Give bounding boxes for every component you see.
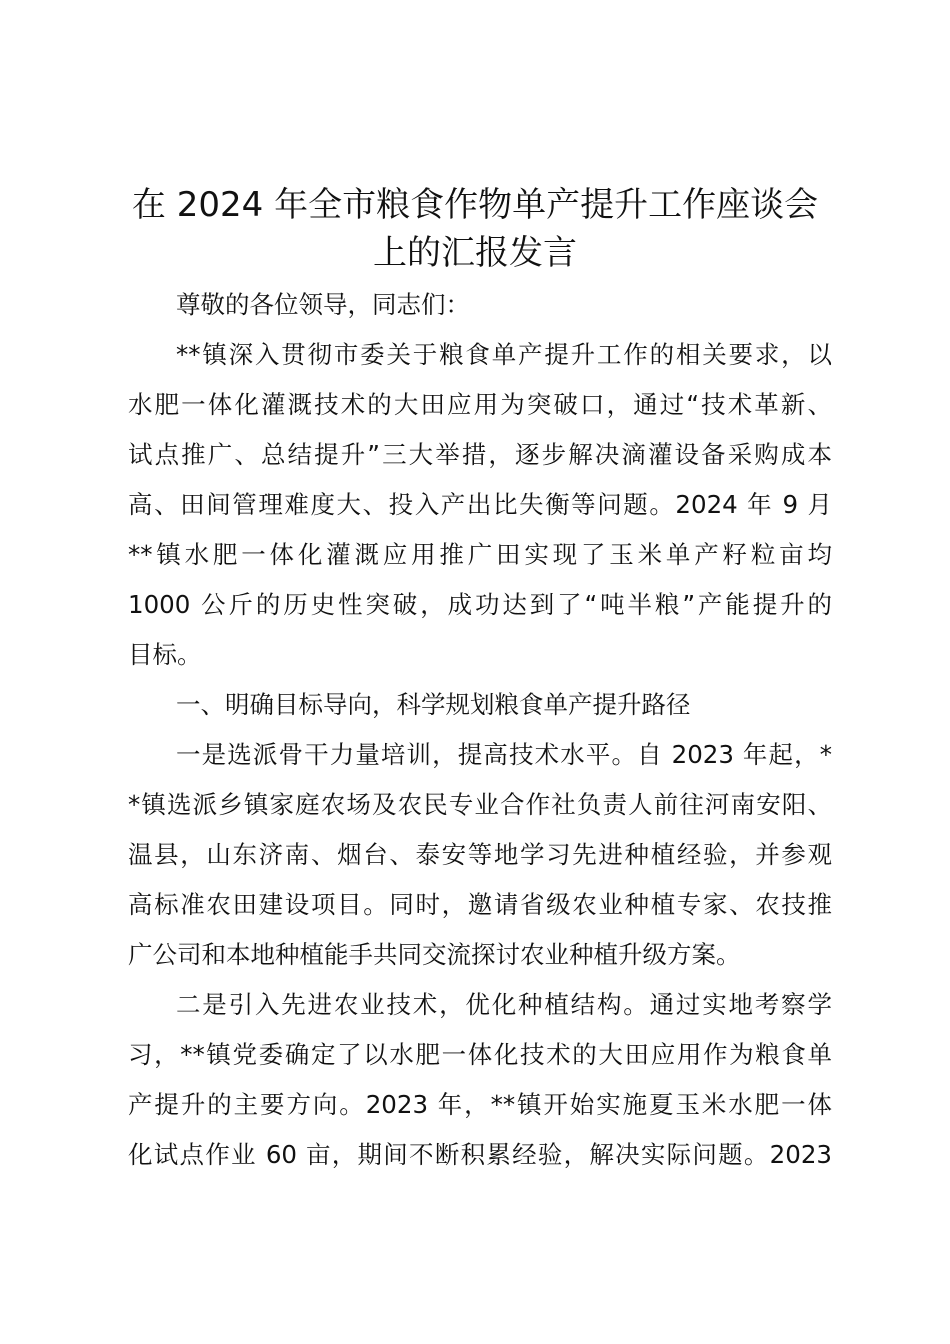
paragraph-line: 水肥一体化灌溉技术的大田应用为突破口，通过“技术革新、 [128, 390, 832, 419]
document-title [118, 181, 832, 277]
paragraph-1 [128, 330, 832, 680]
paragraph-line: 习，**镇党委确定了以水肥一体化技术的大田应用作为粮食单 [128, 1040, 832, 1069]
paragraph-line: *镇选派乡镇家庭农场及农民专业合作社负责人前往河南安阳、 [128, 790, 832, 819]
paragraph-line: **镇深入贯彻市委关于粮食单产提升工作的相关要求，以 [176, 340, 832, 369]
paragraph-line: 温县，山东济南、烟台、泰安等地学习先进种植经验，并参观 [128, 840, 832, 869]
paragraph-line: 试点推广、总结提升”三大举措，逐步解决滴灌设备采购成本 [128, 440, 832, 469]
section-heading-text: 一、明确目标导向，科学规划粮食单产提升路径 [176, 690, 691, 719]
paragraph-line: 目标。 [128, 640, 202, 669]
paragraph-line: 一是选派骨干力量培训，提高技术水平。自 2023 年起，* [176, 740, 832, 769]
paragraph-line: 高、田间管理难度大、投入产出比失衡等问题。2024 年 9 月 [128, 490, 832, 519]
title-line-1: 在 2024 年全市粮食作物单产提升工作座谈会 [131, 185, 819, 225]
paragraph-line: **镇水肥一体化灌溉应用推广田实现了玉米单产籽粒亩均 [128, 540, 832, 569]
paragraph-line: 产提升的主要方向。2023 年，**镇开始实施夏玉米水肥一体 [128, 1090, 832, 1119]
paragraph-line: 高标准农田建设项目。同时，邀请省级农业种植专家、农技推 [128, 890, 832, 919]
paragraph-line: 化试点作业 60 亩，期间不断积累经验，解决实际问题。2023 [128, 1140, 832, 1169]
paragraph-line: 广公司和本地种植能手共同交流探讨农业种植升级方案。 [128, 940, 741, 969]
paragraph-line: 二是引入先进农业技术，优化种植结构。通过实地考察学 [176, 990, 832, 1019]
salutation-text: 尊敬的各位领导，同志们： [176, 290, 470, 319]
paragraph-2 [128, 730, 832, 980]
salutation [176, 280, 836, 330]
paragraph-3 [128, 980, 832, 1180]
paragraph-line: 1000 公斤的历史性突破，成功达到了“吨半粮”产能提升的 [128, 590, 832, 619]
section-heading-1 [176, 680, 836, 730]
title-line-2: 上的汇报发言 [373, 233, 577, 273]
